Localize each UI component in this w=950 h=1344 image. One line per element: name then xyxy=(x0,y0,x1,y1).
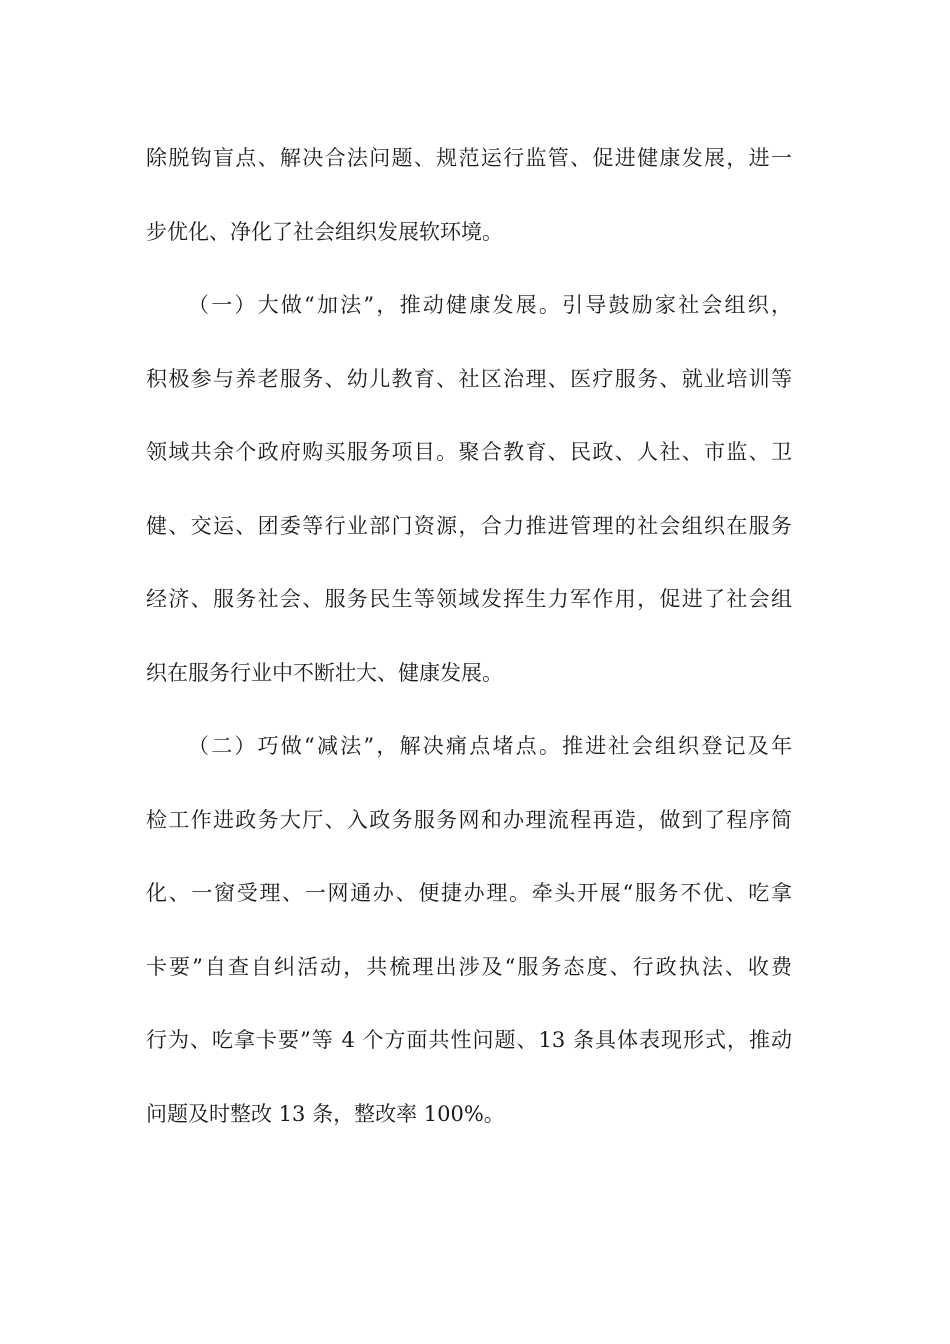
section-two-paragraph xyxy=(146,710,792,1151)
text-line: 积极参与养老服务、幼儿教育、社区治理、医疗服务、就业培训等 xyxy=(146,366,792,391)
text-line: 健、交运、团委等行业部门资源，合力推进管理的社会组织在服务 xyxy=(146,513,792,538)
text-line: 问题及时整改 13 条，整改率 100%。 xyxy=(146,1101,505,1126)
text-line: 经济、服务社会、服务民生等领域发挥生力军作用，促进了社会组 xyxy=(146,587,792,611)
text-line: 检工作进政务大厅、入政务服务网和办理流程再造，做到了程序简 xyxy=(146,807,792,832)
text-line: 除脱钩盲点、解决合法问题、规范运行监管、促进健康发展，进一 xyxy=(146,146,792,170)
section-one-paragraph xyxy=(146,269,792,710)
text-line: 行为、吃拿卡要”等 4 个方面共性问题、13 条具体表现形式，推动 xyxy=(146,1028,792,1052)
section-one-heading-line: （一）大做“加法”，推动健康发展。引导鼓励家社会组织， xyxy=(188,293,792,317)
section-two-heading-line: （二）巧做“减法”，解决痛点堵点。推进社会组织登记及年 xyxy=(188,734,792,758)
text-line: 化、一窗受理、一网通办、便捷办理。牵头开展“服务不优、吃拿 xyxy=(146,881,792,905)
text-line: 步优化、净化了社会组织发展软环境。 xyxy=(146,219,503,244)
text-line: 织在服务行业中不断壮大、健康发展。 xyxy=(146,660,503,685)
text-line: 卡要”自查自纠活动，共梳理出涉及“服务态度、行政执法、收费 xyxy=(146,954,792,979)
intro-paragraph xyxy=(146,122,792,269)
text-line: 领域共余个政府购买服务项目。聚合教育、民政、人社、市监、卫 xyxy=(146,440,792,464)
document-body xyxy=(146,122,792,1151)
